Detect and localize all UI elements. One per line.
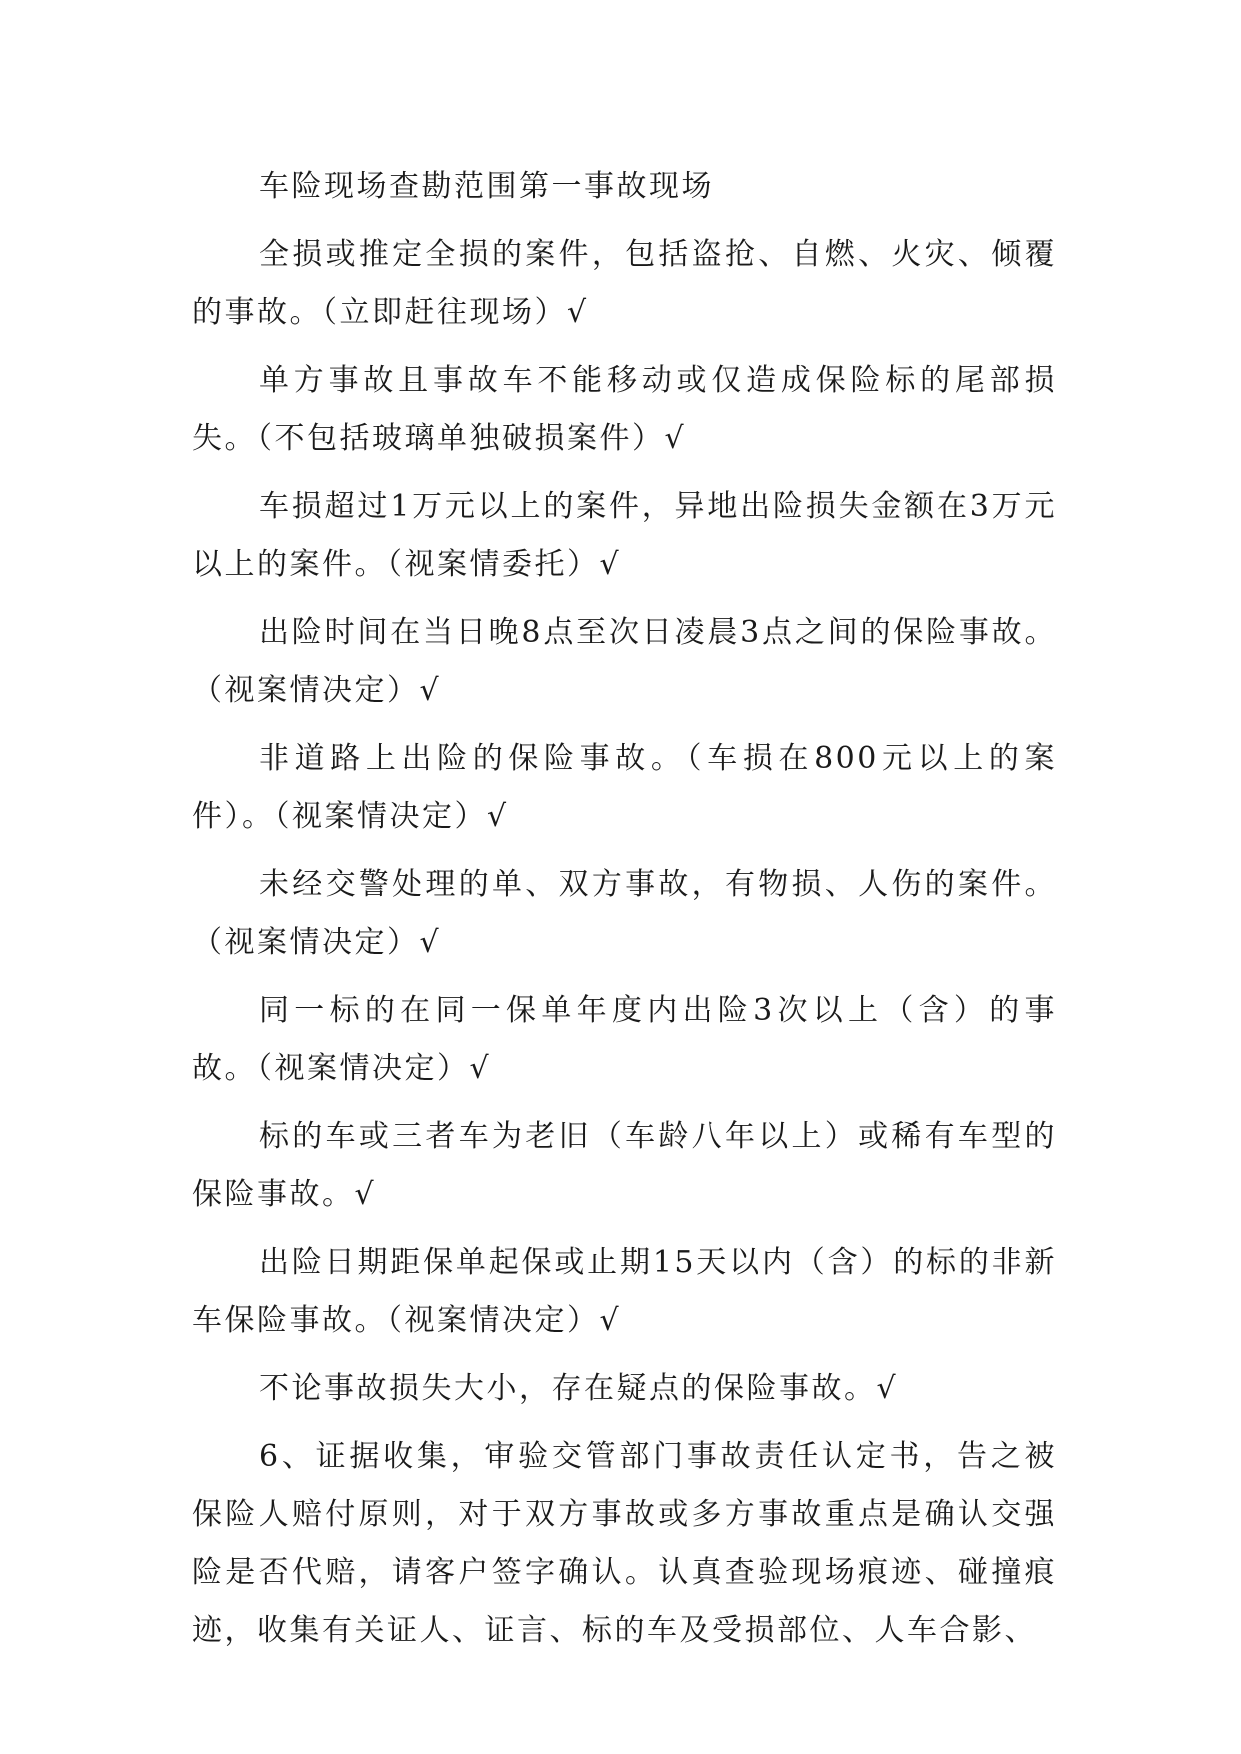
paragraph-repeat-claims: 同一标的在同一保单年度内出险3次以上（含）的事故。（视案情决定）√: [192, 993, 1057, 1086]
section-heading: 车险现场查勘范围第一事故现场: [259, 169, 714, 204]
paragraph-evidence: 6、证据收集，审验交管部门事故责任认定书，告之被保险人赔付原则，对于双方事故或多方事故重点是确认交强险是否代赔，请客户签字确认。认真查验现场痕迹、碰撞痕迹，收集有关证人、证言、标的车及受损部位、人车合影、: [192, 1439, 1057, 1648]
document-page: [192, 158, 1057, 1670]
paragraph-old-vehicle: 标的车或三者车为老旧（车龄八年以上）或稀有车型的保险事故。√: [192, 1119, 1057, 1212]
paragraph-off-road: 非道路上出险的保险事故。（车损在800元以上的案件）。（视案情决定）√: [192, 741, 1057, 834]
paragraph-loss-amount: 车损超过1万元以上的案件，异地出险损失金额在3万元以上的案件。（视案情委托）√: [192, 489, 1057, 582]
paragraph-total-loss: 全损或推定全损的案件，包括盗抢、自燃、火灾、倾覆的事故。（立即赶往现场）√: [192, 237, 1057, 330]
paragraph-no-police: 未经交警处理的单、双方事故，有物损、人伤的案件。（视案情决定）√: [192, 867, 1057, 960]
paragraph-suspicious: 不论事故损失大小，存在疑点的保险事故。√: [259, 1371, 899, 1406]
paragraph-single-party: 单方事故且事故车不能移动或仅造成保险标的尾部损失。（不包括玻璃单独破损案件）√: [192, 363, 1057, 456]
paragraph-night-time: 出险时间在当日晚8点至次日凌晨3点之间的保险事故。（视案情决定）√: [192, 615, 1057, 708]
paragraph-policy-date: 出险日期距保单起保或止期15天以内（含）的标的非新车保险事故。（视案情决定）√: [192, 1245, 1057, 1338]
